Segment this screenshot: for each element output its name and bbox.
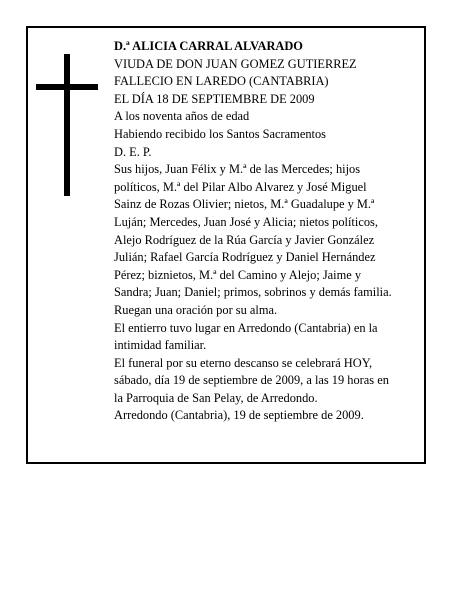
burial-line: intimidad familiar. xyxy=(114,338,207,353)
funeral-line: sábado, día 19 de septiembre de 2009, a las 19 horas en xyxy=(114,373,389,388)
age-line: A los noventa años de edad xyxy=(114,109,250,124)
cross-vertical-bar xyxy=(64,54,70,196)
widow-line: VIUDA DE DON JUAN GOMEZ GUTIERREZ xyxy=(114,56,357,71)
obituary-text xyxy=(114,38,420,425)
death-place-line: FALLECIO EN LAREDO (CANTABRIA) xyxy=(114,74,329,89)
death-date-line: EL DÍA 18 DE SEPTIEMBRE DE 2009 xyxy=(114,91,315,106)
cross-horizontal-bar xyxy=(36,84,98,90)
sacraments-line: Habiendo recibido los Santos Sacramentos xyxy=(114,126,326,141)
family-line: Sandra; Juan; Daniel; primos, sobrinos y demás familia. xyxy=(114,285,392,300)
family-line: Julián; Rafael García Rodríguez y Daniel Hernández xyxy=(114,250,376,265)
family-line: Luján; Mercedes, Juan José y Alicia; nietos políticos, xyxy=(114,214,378,229)
cross-icon xyxy=(36,54,98,196)
funeral-line: la Parroquia de San Pelay, de Arredondo. xyxy=(114,390,318,405)
family-line: Alejo Rodríguez de la Rúa García y Javier González xyxy=(114,232,375,247)
family-line: políticos, M.ª del Pilar Albo Alvarez y José Miguel xyxy=(114,179,367,194)
funeral-line: El funeral por su eterno descanso se celebrará HOY, xyxy=(114,355,373,370)
place-date-line: Arredondo (Cantabria), 19 de septiembre de 2009. xyxy=(114,408,364,423)
funeral-paragraph xyxy=(114,355,420,408)
family-line: Pérez; biznietos, M.ª del Camino y Alejo; Jaime y xyxy=(114,267,362,282)
burial-line: El entierro tuvo lugar en Arredondo (Cantabria) en la xyxy=(114,320,378,335)
dep-line: D. E. P. xyxy=(114,144,152,159)
deceased-name: D.ª ALICIA CARRAL ALVARADO xyxy=(114,39,303,53)
family-line: Sainz de Rozas Olivier; nietos, M.ª Guadalupe y M.ª xyxy=(114,197,375,212)
family-line: Sus hijos, Juan Félix y M.ª de las Mercedes; hijos xyxy=(114,162,361,177)
family-paragraph xyxy=(114,161,420,302)
burial-paragraph xyxy=(114,320,420,355)
prayer-line: Ruegan una oración por su alma. xyxy=(114,302,278,317)
